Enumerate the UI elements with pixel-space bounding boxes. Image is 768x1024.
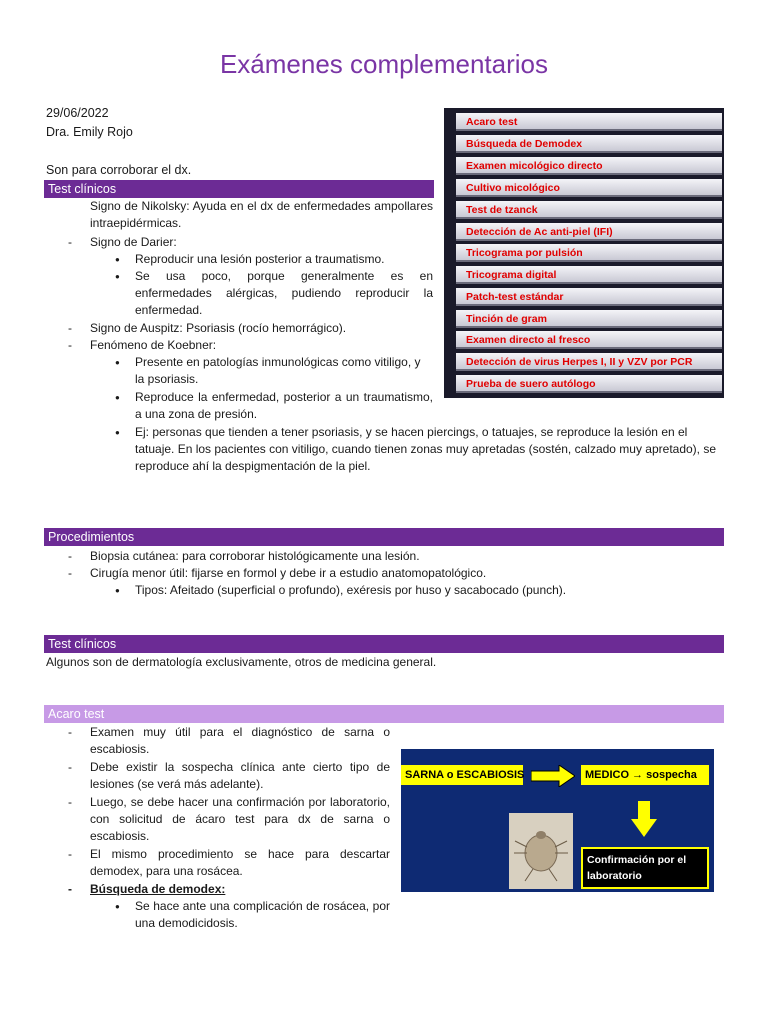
document-author: Dra. Emily Rojo: [46, 125, 133, 139]
section-header-procedimientos: Procedimientos: [44, 528, 724, 546]
koebner-item: - Fenómeno de Koebner:: [90, 337, 433, 354]
darier-bullet-2: ● Se usa poco, porque generalmente es en enfermedades alérgicas, pudiendo reproducir la enfermedad.: [135, 268, 433, 319]
menu-item: Búsqueda de Demodex: [456, 135, 722, 153]
demodex-bullet: ● Se hace ante una complicación de rosácea, por una demodicidosis.: [135, 898, 390, 932]
intro-text: Son para corroborar el dx.: [46, 163, 192, 177]
page-title: Exámenes complementarios: [219, 49, 549, 79]
document-date: 29/06/2022: [46, 106, 109, 120]
sarna-box: SARNA o ESCABIOSIS: [401, 765, 523, 785]
menu-item: Detección de virus Herpes I, II y VZV por PCR: [456, 353, 722, 371]
menu-item: Test de tzanck: [456, 201, 722, 219]
acaro-item-2: - Debe existir la sospecha clínica ante cierto tipo de lesiones (se verá más adelante).: [90, 759, 390, 793]
medico-box: MEDICO → sospecha: [581, 765, 709, 785]
koebner-bullet-1: ● Presente en patologías inmunológicas como vitiligo, y la psoriasis.: [135, 354, 433, 388]
acaro-item-3: - Luego, se debe hacer una confirmación por laboratorio, con solicitud de ácaro test para dx de sarna o escabiosis.: [90, 794, 390, 845]
demodex-heading: Búsqueda de demodex:: [90, 882, 226, 896]
right-arrow-icon: [531, 765, 575, 787]
acaro-item-5: [90, 881, 390, 898]
menu-item: Patch-test estándar: [456, 288, 722, 306]
darier-item: - Signo de Darier:: [90, 234, 433, 251]
section-header-test-clinicos: Test clínicos: [44, 180, 434, 198]
tipos-bullet: ● Tipos: Afeitado (superficial o profundo), exéresis por huso y sacabocado (punch).: [135, 582, 720, 599]
menu-item: Examen micológico directo: [456, 157, 722, 175]
menu-item: Detección de Ac anti-piel (IFI): [456, 223, 722, 241]
mite-photo: [509, 813, 573, 889]
darier-bullet-1: ● Reproducir una lesión posterior a traumatismo.: [135, 251, 433, 268]
section-header-acaro-test: Acaro test: [44, 705, 724, 723]
cirugia-item: - Cirugía menor útil: fijarse en formol y debe ir a estudio anatomopatológico.: [90, 565, 720, 582]
section-header-test-clinicos-2: Test clínicos: [44, 635, 724, 653]
koebner-bullet-2: ● Reproduce la enfermedad, posterior a un traumatismo, a una zona de presión.: [135, 389, 433, 423]
menu-item: Tinción de gram: [456, 310, 722, 328]
scabies-diagram-image: [401, 749, 714, 892]
confirmacion-box: Confirmación por el laboratorio: [581, 847, 709, 889]
down-arrow-icon: [631, 801, 657, 837]
menu-item: Prueba de suero autólogo: [456, 375, 722, 393]
menu-item: Tricograma por pulsión: [456, 244, 722, 262]
menu-item: Cultivo micológico: [456, 179, 722, 197]
nikolsky-item: Signo de Nikolsky: Ayuda en el dx de enfermedades ampollares intraepidérmicas.: [90, 199, 433, 230]
auspitz-item: - Signo de Auspitz: Psoriasis (rocío hemorrágico).: [90, 320, 433, 337]
test-clinicos-text: Algunos son de dermatología exclusivamente, otros de medicina general.: [46, 655, 437, 669]
menu-item: Tricograma digital: [456, 266, 722, 284]
acaro-item-4: - El mismo procedimiento se hace para descartar demodex, para una rosácea.: [90, 846, 390, 880]
menu-item: Examen directo al fresco: [456, 331, 722, 349]
biopsia-item: - Biopsia cutánea: para corroborar histológicamente una lesión.: [90, 548, 720, 565]
complementary-tests-menu-image: [444, 108, 724, 398]
mite-icon: [509, 813, 573, 889]
acaro-item-1: - Examen muy útil para el diagnóstico de sarna o escabiosis.: [90, 724, 390, 758]
koebner-bullet-3: ● Ej: personas que tienden a tener psoriasis, y se hacen piercings, o tatuajes, se reproduce la lesión en el tatuaje. En los pacientes con vitiligo, cuando tienen zonas muy apretadas (sostén, calzado muy apretado), se reproduce ahí la despigmentación de la piel.: [135, 424, 723, 475]
menu-item: Acaro test: [456, 113, 722, 131]
